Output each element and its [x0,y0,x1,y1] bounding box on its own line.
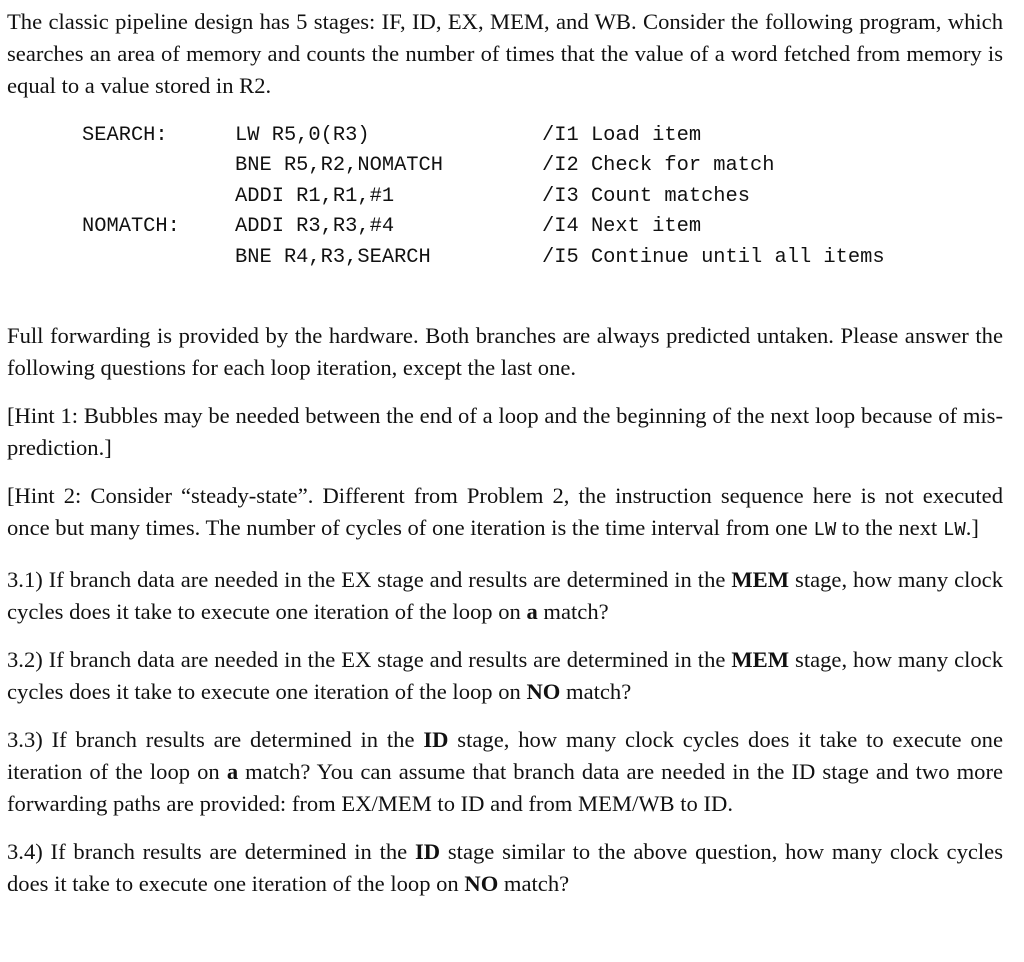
code-comment: /I4 Next item [542,215,702,238]
code-comment: /I5 Continue until all items [542,246,885,269]
intro-paragraph: The classic pipeline design has 5 stages: IF, ID, EX, MEM, and WB. Consider the following program, which searches an area of memory and counts the number of times that the value of a word fetched from memory is equal to a value stored in R2. [7,9,1003,98]
forwarding-paragraph: Full forwarding is provided by the hardware. Both branches are always predicted untaken. Please answer the following questions for each loop iteration, except the last one. [7,323,1003,380]
question-emphasis: MEM [731,647,790,672]
question-emphasis: ID [414,839,441,864]
question-text: match? You can assume that branch data are needed in the ID stage and two more forwarding paths are provided: from EX/MEM to ID and from MEM/WB to ID. [7,759,1003,816]
question-text: stage, how many clock cycles does it take to execute one iteration of the loop on [7,727,1003,784]
hint-1: [Hint 1: Bubbles may be needed between the end of a loop and the beginning of the next loop because of mis-prediction.] [7,403,1003,460]
hint-2-text: to the next [836,515,943,540]
code-comment: /I3 Count matches [542,185,751,208]
code-instruction: ADDI R3,R3,#4 [235,215,395,238]
code-label: NOMATCH: [82,215,180,238]
code-line [7,246,1003,276]
document-page [7,6,1003,900]
question-text: 3.2) If branch data are needed in the EX stage and results are determined in the [7,647,732,672]
hint-2-text: .] [965,515,979,540]
question-emphasis: NO [526,679,561,704]
code-comment: /I1 Load item [542,124,702,147]
question-3-1 [7,564,1003,628]
question-text: stage, how many clock cycles does it take to execute one iteration of the loop on [7,647,1003,704]
question-emphasis: ID [423,727,449,752]
question-text: match? [498,871,570,896]
hint-2-text: [Hint 2: Consider “steady-state”. Different from Problem 2, the instruction sequence here is not executed once but many times. The number of cycles of one iteration is the time interval from one [7,483,1003,540]
code-line [7,185,1003,215]
question-text: 3.1) If branch data are needed in the EX stage and results are determined in the [7,567,732,592]
question-text: match? [537,599,609,624]
code-label: SEARCH: [82,124,168,147]
hint-2 [7,480,1003,546]
question-3-3 [7,724,1003,820]
question-text: 3.4) If branch results are determined in the [7,839,415,864]
code-instruction: LW R5,0(R3) [235,124,370,147]
code-instruction: BNE R4,R3,SEARCH [235,246,431,269]
question-3-2 [7,644,1003,708]
question-text: match? [560,679,632,704]
question-emphasis: a [226,759,239,784]
inline-code: LW [813,519,837,541]
inline-code: LW [942,519,966,541]
question-emphasis: NO [464,871,499,896]
question-emphasis: MEM [731,567,790,592]
code-listing [7,124,1003,274]
question-text: stage similar to the above question, how many clock cycles does it take to execute one iteration of the loop on [7,839,1003,896]
code-line [7,154,1003,184]
code-instruction: BNE R5,R2,NOMATCH [235,154,444,177]
code-instruction: ADDI R1,R1,#1 [235,185,395,208]
question-text: 3.3) If branch results are determined in the [7,727,424,752]
code-line [7,124,1003,154]
code-comment: /I2 Check for match [542,154,775,177]
question-emphasis: a [526,599,538,624]
code-line [7,215,1003,245]
question-text: stage, how many clock cycles does it take to execute one iteration of the loop on [7,567,1003,624]
question-3-4 [7,836,1003,900]
